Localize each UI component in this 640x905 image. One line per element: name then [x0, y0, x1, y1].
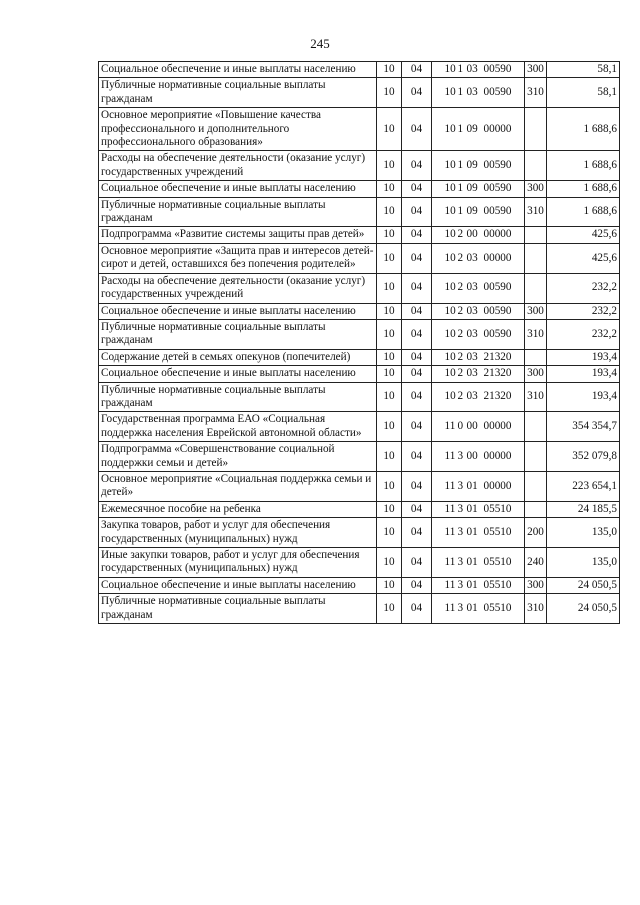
subsection-code: 04	[402, 501, 432, 517]
row-name: Публичные нормативные социальные выплаты гражданам	[99, 319, 377, 349]
target-article-part: 01	[466, 601, 478, 614]
table-row	[99, 181, 620, 197]
table-row	[99, 548, 620, 578]
table-row	[99, 412, 620, 442]
table-row	[99, 273, 620, 303]
row-name: Социальное обеспечение и иные выплаты населению	[99, 62, 377, 78]
row-name: Публичные нормативные социальные выплаты гражданам	[99, 78, 377, 108]
table-row	[99, 518, 620, 548]
target-article-part: 3	[457, 479, 464, 492]
target-article-part: 00590	[483, 159, 512, 172]
amount: 232,2	[547, 303, 620, 319]
target-article-part: 2	[457, 350, 464, 363]
target-article-part: 10	[444, 205, 456, 218]
expense-type-code	[525, 243, 547, 273]
section-code: 10	[377, 273, 402, 303]
row-name: Социальное обеспечение и иные выплаты населению	[99, 181, 377, 197]
section-code: 10	[377, 577, 402, 593]
target-article-parts	[445, 281, 512, 294]
row-name: Социальное обеспечение и иные выплаты населению	[99, 366, 377, 382]
target-article-part: 00590	[483, 281, 512, 294]
target-article-part: 03	[466, 86, 478, 99]
amount: 1 688,6	[547, 151, 620, 181]
row-name: Социальное обеспечение и иные выплаты населению	[99, 577, 377, 593]
target-article-part: 11	[444, 420, 456, 433]
subsection-code: 04	[402, 273, 432, 303]
table-row	[99, 366, 620, 382]
amount: 193,4	[547, 366, 620, 382]
target-article-parts	[445, 86, 512, 99]
section-code: 10	[377, 78, 402, 108]
target-article-code	[432, 181, 525, 197]
subsection-code: 04	[402, 197, 432, 227]
section-code: 10	[377, 151, 402, 181]
target-article-parts	[445, 579, 512, 592]
amount: 425,6	[547, 243, 620, 273]
amount: 354 354,7	[547, 412, 620, 442]
section-code: 10	[377, 349, 402, 365]
section-code: 10	[377, 108, 402, 151]
target-article-parts	[445, 390, 512, 403]
amount: 24 185,5	[547, 501, 620, 517]
target-article-part: 10	[444, 251, 456, 264]
section-code: 10	[377, 548, 402, 578]
target-article-part: 00590	[483, 63, 512, 75]
target-article-parts	[445, 252, 512, 265]
target-article-part: 00590	[483, 304, 512, 317]
target-article-part: 05510	[483, 502, 512, 515]
target-article-part: 09	[466, 122, 478, 135]
target-article-parts	[445, 63, 512, 76]
target-article-part: 1	[457, 86, 464, 99]
budget-table-body	[99, 62, 620, 624]
target-article-code	[432, 62, 525, 78]
subsection-code: 04	[402, 151, 432, 181]
target-article-code	[432, 78, 525, 108]
subsection-code: 04	[402, 442, 432, 472]
target-article-code	[432, 243, 525, 273]
table-row	[99, 349, 620, 365]
subsection-code: 04	[402, 62, 432, 78]
expense-type-code: 300	[525, 366, 547, 382]
expense-type-code	[525, 442, 547, 472]
row-name: Подпрограмма «Развитие системы защиты прав детей»	[99, 227, 377, 243]
target-article-parts	[445, 480, 512, 493]
target-article-part: 05510	[483, 601, 512, 614]
section-code: 10	[377, 366, 402, 382]
subsection-code: 04	[402, 366, 432, 382]
table-row	[99, 501, 620, 517]
amount: 1 688,6	[547, 108, 620, 151]
table-row	[99, 78, 620, 108]
expense-type-code: 300	[525, 62, 547, 78]
target-article-part: 03	[466, 390, 478, 403]
target-article-parts	[445, 305, 512, 318]
target-article-part: 3	[457, 555, 464, 568]
expense-type-code	[525, 108, 547, 151]
section-code: 10	[377, 412, 402, 442]
target-article-part: 01	[466, 555, 478, 568]
target-article-part: 00000	[483, 122, 512, 135]
row-name: Основное мероприятие «Социальная поддержка семьи и детей»	[99, 471, 377, 501]
amount: 425,6	[547, 227, 620, 243]
page-number: 245	[310, 36, 330, 51]
table-row	[99, 197, 620, 227]
table-row	[99, 577, 620, 593]
row-name: Основное мероприятие «Защита прав и интересов детей-сирот и детей, оставшихся без попечения родителей»	[99, 243, 377, 273]
target-article-parts	[445, 367, 512, 380]
expense-type-code	[525, 151, 547, 181]
expense-type-code: 310	[525, 594, 547, 624]
section-code: 10	[377, 319, 402, 349]
target-article-code	[432, 501, 525, 517]
target-article-parts	[445, 205, 512, 218]
table-row	[99, 471, 620, 501]
expense-type-code: 200	[525, 518, 547, 548]
target-article-part: 03	[466, 304, 478, 317]
target-article-code	[432, 319, 525, 349]
subsection-code: 04	[402, 577, 432, 593]
target-article-part: 03	[466, 251, 478, 264]
target-article-part: 10	[444, 327, 456, 340]
target-article-part: 01	[466, 578, 478, 591]
target-article-part: 1	[457, 182, 464, 195]
table-row	[99, 319, 620, 349]
expense-type-code: 300	[525, 181, 547, 197]
amount: 1 688,6	[547, 181, 620, 197]
amount: 135,0	[547, 548, 620, 578]
target-article-code	[432, 151, 525, 181]
target-article-part: 3	[457, 525, 464, 538]
target-article-part: 00000	[483, 251, 512, 264]
subsection-code: 04	[402, 243, 432, 273]
subsection-code: 04	[402, 548, 432, 578]
expense-type-code	[525, 471, 547, 501]
target-article-parts	[445, 159, 512, 172]
target-article-code	[432, 349, 525, 365]
target-article-part: 2	[457, 251, 464, 264]
row-name: Расходы на обеспечение деятельности (оказание услуг) государственных учреждений	[99, 151, 377, 181]
table-row	[99, 151, 620, 181]
target-article-code	[432, 366, 525, 382]
target-article-part: 10	[444, 281, 456, 294]
expense-type-code: 310	[525, 78, 547, 108]
section-code: 10	[377, 62, 402, 78]
amount: 24 050,5	[547, 594, 620, 624]
row-name: Публичные нормативные социальные выплаты гражданам	[99, 594, 377, 624]
target-article-part: 2	[457, 390, 464, 403]
expense-type-code	[525, 273, 547, 303]
target-article-parts	[445, 602, 512, 615]
target-article-part: 2	[457, 228, 464, 241]
target-article-part: 10	[444, 390, 456, 403]
table-row	[99, 382, 620, 412]
target-article-part: 10	[444, 86, 456, 99]
target-article-code	[432, 227, 525, 243]
table-row	[99, 227, 620, 243]
row-name: Ежемесячное пособие на ребенка	[99, 501, 377, 517]
target-article-part: 00	[466, 228, 478, 241]
target-article-part: 1	[457, 63, 464, 75]
subsection-code: 04	[402, 518, 432, 548]
section-code: 10	[377, 501, 402, 517]
target-article-part: 11	[444, 525, 456, 538]
target-article-part: 0	[457, 420, 464, 433]
target-article-code	[432, 382, 525, 412]
amount: 58,1	[547, 62, 620, 78]
expense-type-code: 310	[525, 197, 547, 227]
amount: 193,4	[547, 382, 620, 412]
target-article-parts	[445, 420, 512, 433]
target-article-part: 1	[457, 122, 464, 135]
target-article-part: 10	[444, 63, 456, 75]
target-article-part: 03	[466, 367, 478, 380]
target-article-code	[432, 442, 525, 472]
target-article-code	[432, 303, 525, 319]
target-article-part: 1	[457, 205, 464, 218]
target-article-parts	[445, 503, 512, 516]
amount: 1 688,6	[547, 197, 620, 227]
row-name: Расходы на обеспечение деятельности (оказание услуг) государственных учреждений	[99, 273, 377, 303]
expense-type-code	[525, 412, 547, 442]
amount: 232,2	[547, 273, 620, 303]
target-article-part: 03	[466, 350, 478, 363]
row-name: Содержание детей в семьях опекунов (попечителей)	[99, 349, 377, 365]
target-article-part: 2	[457, 327, 464, 340]
subsection-code: 04	[402, 412, 432, 442]
amount: 352 079,8	[547, 442, 620, 472]
table-row	[99, 594, 620, 624]
target-article-part: 10	[444, 304, 456, 317]
target-article-part: 00000	[483, 479, 512, 492]
target-article-part: 03	[466, 281, 478, 294]
target-article-code	[432, 273, 525, 303]
target-article-part: 3	[457, 502, 464, 515]
target-article-part: 09	[466, 159, 478, 172]
target-article-part: 11	[444, 601, 456, 614]
target-article-part: 10	[444, 182, 456, 195]
target-article-part: 00000	[483, 228, 512, 241]
target-article-part: 21320	[483, 350, 512, 363]
target-article-part: 01	[466, 479, 478, 492]
target-article-part: 11	[444, 502, 456, 515]
target-article-part: 00590	[483, 327, 512, 340]
amount: 135,0	[547, 518, 620, 548]
section-code: 10	[377, 227, 402, 243]
subsection-code: 04	[402, 382, 432, 412]
target-article-parts	[445, 123, 512, 136]
target-article-parts	[445, 328, 512, 341]
subsection-code: 04	[402, 227, 432, 243]
target-article-parts	[445, 526, 512, 539]
row-name: Публичные нормативные социальные выплаты гражданам	[99, 197, 377, 227]
subsection-code: 04	[402, 349, 432, 365]
target-article-part: 05510	[483, 578, 512, 591]
subsection-code: 04	[402, 108, 432, 151]
target-article-part: 00590	[483, 205, 512, 218]
target-article-part: 2	[457, 304, 464, 317]
subsection-code: 04	[402, 303, 432, 319]
expense-type-code: 310	[525, 319, 547, 349]
row-name: Иные закупки товаров, работ и услуг для обеспечения государственных (муниципальных) нужд	[99, 548, 377, 578]
target-article-part: 00	[466, 449, 478, 462]
target-article-part: 2	[457, 281, 464, 294]
amount: 58,1	[547, 78, 620, 108]
target-article-part: 10	[444, 367, 456, 380]
subsection-code: 04	[402, 594, 432, 624]
target-article-parts	[445, 351, 512, 364]
section-code: 10	[377, 243, 402, 273]
row-name: Подпрограмма «Совершенствование социальной поддержки семьи и детей»	[99, 442, 377, 472]
target-article-part: 00000	[483, 420, 512, 433]
subsection-code: 04	[402, 78, 432, 108]
amount: 232,2	[547, 319, 620, 349]
expense-type-code: 300	[525, 303, 547, 319]
target-article-parts	[445, 228, 512, 241]
target-article-part: 2	[457, 367, 464, 380]
target-article-part: 01	[466, 525, 478, 538]
target-article-part: 21320	[483, 367, 512, 380]
section-code: 10	[377, 594, 402, 624]
amount: 24 050,5	[547, 577, 620, 593]
target-article-part: 00000	[483, 449, 512, 462]
target-article-part: 3	[457, 601, 464, 614]
target-article-code	[432, 594, 525, 624]
target-article-part: 3	[457, 449, 464, 462]
target-article-part: 11	[444, 555, 456, 568]
target-article-parts	[445, 182, 512, 195]
target-article-part: 03	[466, 63, 478, 75]
target-article-part: 10	[444, 228, 456, 241]
target-article-part: 11	[444, 578, 456, 591]
expense-type-code: 240	[525, 548, 547, 578]
subsection-code: 04	[402, 181, 432, 197]
target-article-part: 03	[466, 327, 478, 340]
section-code: 10	[377, 518, 402, 548]
target-article-parts	[445, 556, 512, 569]
target-article-code	[432, 577, 525, 593]
row-name: Государственная программа ЕАО «Социальная поддержка населения Еврейской автономной области»	[99, 412, 377, 442]
target-article-part: 00	[466, 420, 478, 433]
target-article-code	[432, 108, 525, 151]
target-article-code	[432, 197, 525, 227]
table-row	[99, 62, 620, 78]
target-article-part: 09	[466, 205, 478, 218]
expense-type-code: 300	[525, 577, 547, 593]
row-name: Закупка товаров, работ и услуг для обеспечения государственных (муниципальных) нужд	[99, 518, 377, 548]
target-article-code	[432, 548, 525, 578]
target-article-part: 21320	[483, 390, 512, 403]
target-article-part: 11	[444, 479, 456, 492]
row-name: Социальное обеспечение и иные выплаты населению	[99, 303, 377, 319]
subsection-code: 04	[402, 319, 432, 349]
target-article-part: 1	[457, 159, 464, 172]
table-row	[99, 303, 620, 319]
expense-type-code	[525, 349, 547, 365]
amount: 223 654,1	[547, 471, 620, 501]
row-name: Публичные нормативные социальные выплаты гражданам	[99, 382, 377, 412]
amount: 193,4	[547, 349, 620, 365]
section-code: 10	[377, 382, 402, 412]
table-row	[99, 108, 620, 151]
target-article-part: 00590	[483, 182, 512, 195]
section-code: 10	[377, 442, 402, 472]
target-article-part: 3	[457, 578, 464, 591]
row-name: Основное мероприятие «Повышение качества профессионального и дополнительного профессионального образования»	[99, 108, 377, 151]
table-row	[99, 442, 620, 472]
expense-type-code	[525, 501, 547, 517]
section-code: 10	[377, 303, 402, 319]
target-article-part: 00590	[483, 86, 512, 99]
target-article-part: 05510	[483, 525, 512, 538]
target-article-code	[432, 412, 525, 442]
target-article-part: 10	[444, 350, 456, 363]
budget-table	[98, 61, 620, 624]
section-code: 10	[377, 197, 402, 227]
target-article-part: 01	[466, 502, 478, 515]
target-article-part: 05510	[483, 555, 512, 568]
expense-type-code	[525, 227, 547, 243]
section-code: 10	[377, 471, 402, 501]
expense-type-code: 310	[525, 382, 547, 412]
target-article-part: 09	[466, 182, 478, 195]
table-row	[99, 243, 620, 273]
target-article-part: 10	[444, 159, 456, 172]
target-article-code	[432, 518, 525, 548]
target-article-code	[432, 471, 525, 501]
target-article-parts	[445, 450, 512, 463]
target-article-part: 10	[444, 122, 456, 135]
section-code: 10	[377, 181, 402, 197]
subsection-code: 04	[402, 471, 432, 501]
target-article-part: 11	[444, 449, 456, 462]
